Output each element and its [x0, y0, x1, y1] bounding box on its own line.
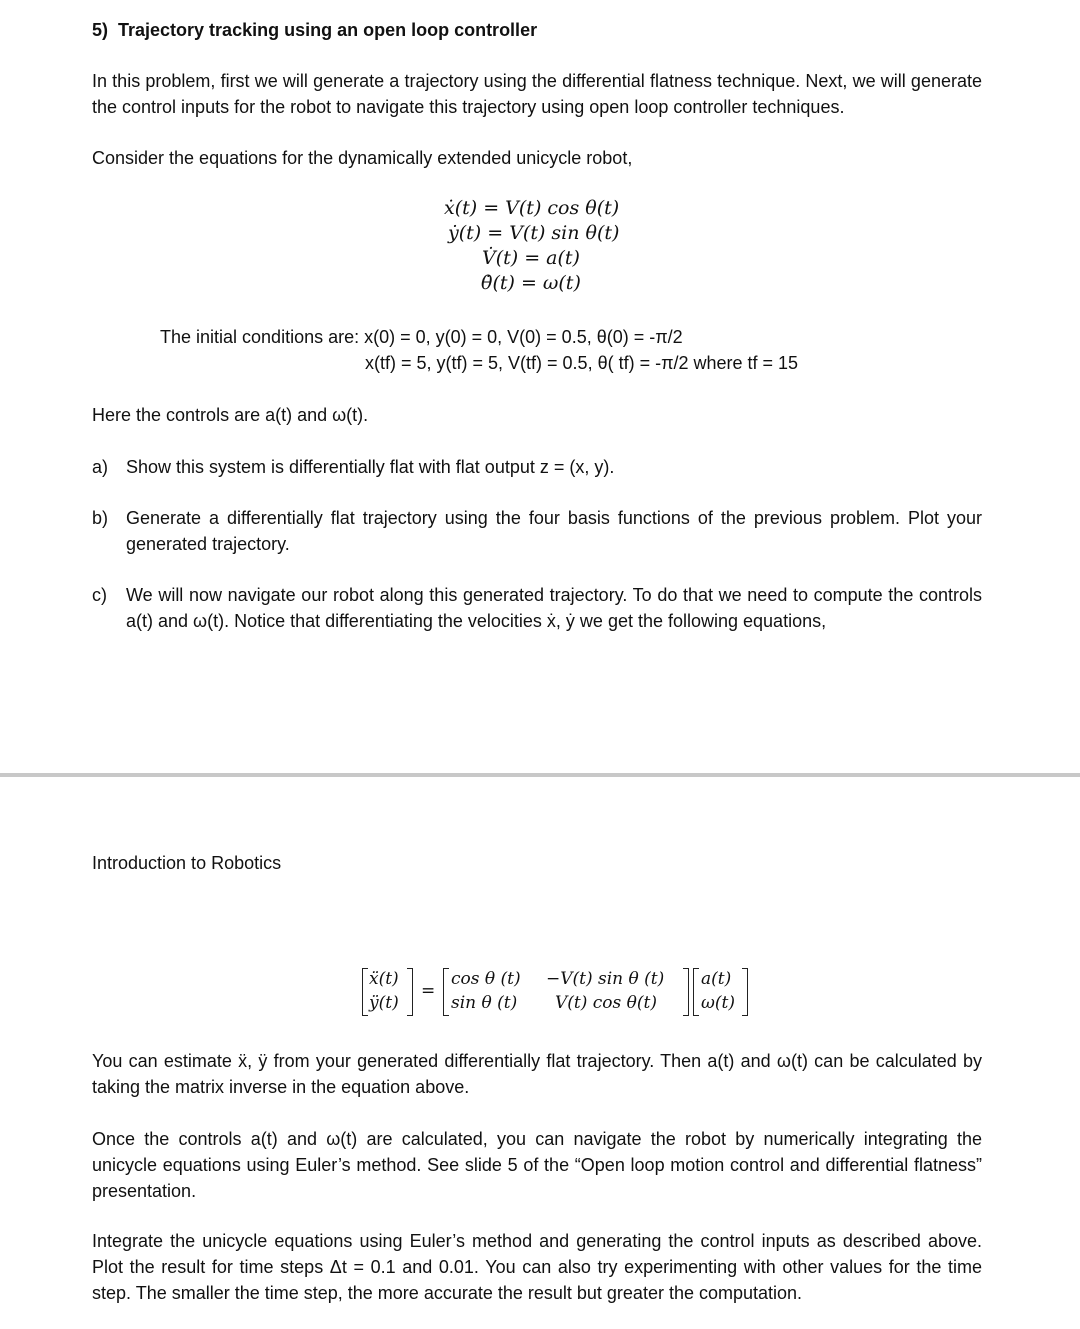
equation-y: ẏ(t) = V(t) sin θ(t): [448, 222, 620, 244]
controls-text: Here the controls are a(t) and ω(t).: [92, 405, 369, 425]
integrate-paragraph: Integrate the unicycle equations using Euler’s method and generating the control inputs as described above. Plot the result for time steps Δt = 0.1 and 0.01. You can also try experimenting with other values for the time step. The smaller the time step, the more accurate the result but greater the computation.: [92, 1231, 982, 1303]
euler-paragraph: Once the controls a(t) and ω(t) are calculated, you can navigate the robot by numerically integrating the unicycle equations using Euler’s method. See slide 5 of the “Open loop motion control and differential flatness” presentation.: [92, 1129, 982, 1201]
part-a-label: a): [92, 457, 109, 477]
footer-title: Introduction to Robotics: [92, 853, 282, 873]
lhs-right-bracket: [407, 968, 413, 1016]
equation-x: ẋ(t) = V(t) cos θ(t): [444, 197, 620, 219]
matrix-equation: [0, 966, 1080, 1026]
equation-theta: θ̇(t) = ω(t): [481, 272, 581, 294]
equation-v: V̇(t) = a(t): [482, 247, 580, 269]
matrix-m21: sin θ (t): [451, 993, 518, 1013]
estimate-paragraph: You can estimate ẍ, ÿ from your generated differentially flat trajectory. Then a(t) and ω(t) can be calculated by taking the matrix inverse in the equation above.: [92, 1051, 982, 1097]
part-b-label: b): [92, 508, 109, 528]
rhs-a: a(t): [701, 969, 732, 989]
initial-conditions-1: The initial conditions are: x(0) = 0, y(0) = 0, V(0) = 0.5, θ(0) = -π/2: [160, 327, 683, 347]
matrix-m22: V(t) cos θ(t): [555, 993, 657, 1013]
matrix-left-bracket: [443, 968, 449, 1016]
matrix-right-bracket: [683, 968, 689, 1016]
rhs-omega: ω(t): [701, 993, 735, 1013]
page-divider: [0, 773, 1080, 777]
consider-text: Consider the equations for the dynamically extended unicycle robot,: [92, 148, 633, 168]
problem-title: 5) Trajectory tracking using an open loop controller: [92, 20, 538, 40]
rhs-left-bracket: [693, 968, 699, 1016]
lhs-left-bracket: [362, 968, 368, 1016]
part-c-label: c): [92, 585, 107, 605]
rhs-right-bracket: [742, 968, 748, 1016]
matrix-m12: −V(t) sin θ (t): [546, 969, 665, 989]
lhs-xddot: ẍ(t): [369, 969, 399, 989]
equals-sign: =: [421, 981, 436, 1001]
part-c-text: We will now navigate our robot along this generated trajectory. To do that we need to compute the controls a(t) and ω(t). Notice that differentiating the velocities ẋ, ẏ we get the following equations,: [126, 585, 982, 631]
part-a-text: Show this system is differentially flat with flat output z = (x, y).: [126, 457, 615, 477]
intro-paragraph: In this problem, first we will generate a trajectory using the differential flatness technique. Next, we will generate the control inputs for the robot to navigate this trajectory using open loop controller techniques.: [92, 71, 982, 117]
part-b-text: Generate a differentially flat trajectory using the four basis functions of the previous problem. Plot your generated trajectory.: [126, 508, 982, 554]
matrix-m11: cos θ (t): [451, 969, 521, 989]
lhs-yddot: ÿ(t): [369, 993, 399, 1013]
initial-conditions-2: x(tf) = 5, y(tf) = 5, V(tf) = 0.5, θ( tf) = -π/2 where tf = 15: [365, 353, 799, 373]
